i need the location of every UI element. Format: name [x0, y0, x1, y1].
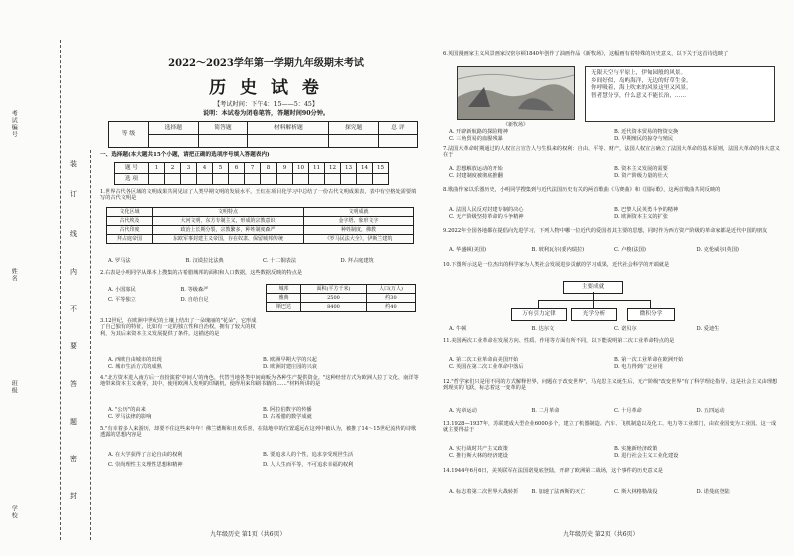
pop-cell: 约30 [366, 294, 415, 303]
pop-header: 面积(平方千米) [300, 285, 366, 294]
seal-word: 封 [70, 492, 77, 500]
seal-word: 装 [70, 160, 77, 168]
seal-word: 答 [70, 380, 77, 388]
civilization-table [106, 207, 414, 244]
score-cell [329, 135, 379, 148]
q12-options [449, 408, 779, 414]
poem-line: 无限天空与平原上，伊甸园般的风景。 [591, 70, 687, 76]
option[interactable]: D. 人人生而平等，不可追求幸福的权利 [263, 462, 354, 469]
answer-cell[interactable] [293, 174, 309, 185]
option[interactable]: D. 拜占庭建筑 [340, 258, 374, 264]
option[interactable]: B. 资本主义发展的需要 [614, 166, 668, 172]
painting-caption: 《新牧场》 [503, 122, 529, 128]
option[interactable]: C. 推行斯大林的经济建设 [449, 453, 508, 460]
option[interactable]: A. 牛顿 [449, 326, 467, 332]
question-number: 15 [373, 163, 389, 174]
option[interactable]: B. 二月革命 [531, 408, 560, 414]
answer-table [114, 162, 389, 185]
option[interactable]: A. 标志着第二次世界大战转折 [449, 489, 519, 495]
option[interactable]: A. 第二次工业革命由美国开始 [449, 357, 519, 363]
option[interactable]: C. 十月革命 [614, 408, 642, 414]
option[interactable]: C. 十二铜表法 [263, 258, 297, 264]
q10-options [449, 326, 779, 332]
option[interactable]: B. 欧洲早期大学的兴起 [263, 357, 317, 363]
question-number: 9 [277, 163, 293, 174]
civ-cell: 古代印度 [107, 226, 153, 235]
answer-cell[interactable] [165, 174, 181, 185]
flow-top: 主要成就 [563, 281, 623, 294]
answer-cell[interactable] [277, 174, 293, 185]
question-11: 11.美国两次工业革命在发展方向、性质、作用等方面有所不同，以下能说明第二次工业革命特点的是 [443, 338, 675, 344]
score-header: 选择题 [149, 122, 199, 135]
question-number: 13 [341, 163, 357, 174]
flow-item: 万有引力定律 [511, 308, 567, 321]
school-label: 学校 [10, 505, 18, 519]
flow-item: 微积分学 [627, 308, 675, 321]
flow-connector [593, 300, 594, 308]
civ-cell: 《罗马民法大全》，伊斯兰建筑 [304, 235, 414, 244]
option[interactable]: D. 欧洲封建庄园的兴衰 [263, 364, 317, 371]
exam-number-label: 考试编号 [10, 110, 18, 138]
question-2: 2.右表是小明同学从课本上搜集的古希腊城邦的面积和人口数据，这些数据反映的特点是 [100, 270, 303, 276]
option[interactable]: B. 阿拉伯数字的传播 [263, 407, 312, 413]
q8-options [449, 207, 779, 220]
answer-cell[interactable] [149, 174, 165, 185]
option[interactable]: A. 华盛顿(美国) [449, 247, 487, 253]
right-page [443, 0, 785, 556]
option[interactable]: C. 三角贸易的血腥残暴 [449, 136, 503, 143]
class-label: 班级 [10, 380, 18, 394]
option[interactable]: D. 进行社会主义工业化建设 [614, 453, 679, 460]
question-number: 11 [309, 163, 325, 174]
option[interactable]: C. 罗马法律的影响 [108, 414, 152, 421]
flow-connector [593, 292, 594, 300]
option[interactable]: B. 等级森严 [180, 287, 209, 293]
question-number: 3 [181, 163, 197, 174]
question-number: 12 [325, 163, 341, 174]
subject-title: 历 史 试 卷 [209, 78, 323, 98]
poem-line: 乡间好似，岛屿海洋，无边的好草生金。 [591, 77, 692, 84]
q6-options [449, 129, 779, 142]
question-number: 10 [293, 163, 309, 174]
answer-cell[interactable] [181, 174, 197, 185]
option[interactable]: D. 诺曼底登陆 [696, 489, 730, 495]
score-cell [378, 135, 417, 148]
question-10: 10.下图所示这是一位杰出的科学家为人类社会发展进步贡献的学习成果，近代社会科学的开端就是 [443, 262, 670, 268]
score-cell [149, 135, 199, 148]
option[interactable]: B. 实施新经济政策 [614, 446, 658, 452]
q5-options [108, 452, 418, 468]
option[interactable]: A. 在大学获得了言论自由的权利 [108, 452, 183, 458]
question-number: 1 [149, 163, 165, 174]
pop-cell: 雅典 [267, 294, 301, 303]
flow-connector [538, 300, 650, 301]
option[interactable]: A. 小国寡民 [108, 287, 136, 293]
option[interactable]: B. 达尔文 [531, 326, 555, 332]
option[interactable]: A. 西欧自由城市的出现 [108, 357, 162, 363]
painting-sketch [458, 67, 574, 119]
exam-title: 2022～2023学年第一学期九年级期末考试 [168, 58, 364, 69]
q3-options [108, 357, 418, 370]
option[interactable]: C. 崇尚理性主义理性思想和精神 [108, 462, 183, 469]
q9-options [449, 247, 779, 253]
seal-word: 订 [70, 190, 77, 198]
answer-cell[interactable] [325, 174, 341, 185]
question-number: 8 [261, 163, 277, 174]
option[interactable]: A. 宪章运动 [449, 408, 477, 414]
q1-options [108, 258, 418, 264]
section1-heading: 一、选择题(本大题共15个小题，请把正确的选项序号填入答题表内) [100, 152, 270, 158]
page-footer: 九年级历史 第2页（共6页） [563, 531, 639, 538]
question-number: 4 [197, 163, 213, 174]
flow-item: 光学分析 [571, 308, 617, 321]
option[interactable]: D. 五四运动 [696, 408, 725, 414]
page-footer: 九年级历史 第1页（共6页） [210, 531, 286, 538]
question-number: 7 [245, 163, 261, 174]
pop-cell: 斯巴达 [267, 303, 301, 312]
cut-line [60, 40, 61, 540]
left-page [100, 0, 430, 556]
answer-cell[interactable] [229, 174, 245, 185]
score-header: 简答题 [198, 122, 248, 135]
option[interactable]: A. 开辟新航路的探险精神 [449, 129, 508, 135]
question-14: 14.1944年6月6日，美英联军在法国诺曼底登陆，开辟了欧洲第二战场，这个事件的历史意义是 [443, 468, 663, 474]
question-5: 5."有幸着多人来游历，却要不住这些来年年！佛兰德斯和且欢乐喜，在陆地中的位置遥远在这列中被认为，被推了14～15世纪流传的诗歌透露的思想内容是 [100, 426, 417, 439]
q14-options [449, 489, 779, 495]
option[interactable]: C. 诺贝尔 [614, 326, 637, 332]
question-9: 9.2022年全国各地都在提倡向先进学习，下列人物中哪一位近代的爱国者其主要的思想，同时作为西方资产阶级的革命家都是近代中国的朋友 [443, 228, 768, 234]
question-number: 14 [357, 163, 373, 174]
civ-header: 文明成就 [304, 208, 414, 217]
answer-cell[interactable] [213, 174, 229, 185]
option[interactable]: A. 罗马法 [108, 258, 131, 264]
flow-connector [538, 300, 539, 308]
name-label: 姓名 [10, 268, 18, 282]
question-1: 1.世界古代各区域的文明成果共同见证了人类早期文明的发展水平。王红在项目化学习中总结了一份古代文明成果表，表中有空格处需要填写的古代文明是 [100, 189, 417, 202]
option[interactable]: B. 要追求人的个性，追求享受现世生活 [263, 452, 354, 458]
option[interactable]: D. 自给自足 [180, 297, 209, 304]
answer-cell[interactable] [261, 174, 277, 185]
seal-word: 内 [70, 268, 77, 276]
option[interactable]: A. 实行战时共产主义政策 [449, 446, 508, 452]
civ-cell: 金字塔、象形文字 [304, 217, 414, 226]
option[interactable]: C. 平等独立 [108, 297, 136, 304]
seal-word: 题 [70, 418, 77, 426]
seal-word: 线 [70, 230, 77, 238]
seal-word: 密 [70, 455, 77, 463]
poem-box [585, 66, 775, 122]
option[interactable]: B. 玻利瓦尔(委内瑞拉) [531, 247, 585, 253]
question-8: 8.歌曲作家以乐器历史，小明同学搜集到与近代法国历史有关的两首歌曲《马赛曲》和《国际歌》，这两首歌曲共同反映的 [443, 187, 721, 193]
civ-header: 文化区域 [107, 208, 153, 217]
score-table [108, 121, 418, 148]
option[interactable]: B. 汉谟拉比法典 [185, 258, 224, 264]
score-cell [248, 135, 329, 148]
option[interactable]: B. 第一次工业革命在欧洲开始 [614, 357, 684, 363]
seal-line [90, 150, 91, 540]
poem-line: 智者慧分享，什么意义不能长治，…… [591, 92, 687, 99]
option[interactable]: B. 加速了法西斯的灭亡 [531, 489, 586, 495]
answer-cell[interactable] [309, 174, 325, 185]
poem-line: 你呼吸着，海上吹来的风景这里又风景。 [591, 85, 692, 92]
score-header: 总 评 [378, 122, 417, 135]
question-13: 13.1928—1937年，苏联建成大型企业6000多个，建立了机器制造、汽车、飞机制造以及化工、电力等工业部门，由农业国变为工业国。这一成就主要得益于 [443, 421, 777, 434]
option[interactable]: C. 封建制度被彻底推翻 [449, 173, 503, 180]
option[interactable]: D. 电力得到广泛应用 [614, 364, 663, 371]
answer-cell[interactable] [341, 174, 357, 185]
seal-word: 要 [70, 342, 77, 350]
option[interactable]: D. 欧洲资本主义的扩张 [614, 214, 668, 221]
score-row-label: 等 级 [109, 122, 149, 148]
civ-header: 文明特点 [153, 208, 304, 217]
answer-cell[interactable] [373, 174, 389, 185]
option[interactable]: B. 巴黎人民英勇斗争的精神 [614, 207, 679, 213]
option[interactable]: D. 资产阶级力量的壮大 [614, 173, 668, 180]
option[interactable]: C. 卢梭(法国) [614, 247, 646, 253]
answer-cell[interactable] [197, 174, 213, 185]
option[interactable]: C. 斯大林格勒战役 [614, 489, 658, 495]
civ-cell: 种姓制度，佛教 [304, 226, 414, 235]
question-number: 6 [229, 163, 245, 174]
option[interactable]: A. 法国人民反对封建专制的决心 [449, 207, 524, 213]
binding-margin [0, 0, 77, 556]
question-3: 3.12世纪，在欧洲中世纪的土壤上结出了一朵瑰丽的"花朵"，它形成了自己独有的特征，比如有一定的独立性和自治权，拥有了较大的权利，为其后来资本主义发展提供了条件。这描述的是 [100, 318, 257, 337]
flow-connector [650, 300, 651, 308]
option[interactable]: A. "公历"的由来 [108, 407, 146, 413]
seal-word: 不 [70, 305, 77, 313]
answer-row-label: 题 号 [115, 163, 149, 174]
answer-cell[interactable] [357, 174, 373, 185]
question-4: 4."北方资本进入南方后一直扮演着'中间人'的角色，代替当地各类中间商贩为各种生产提供资金。"这种经营方式为欧洲人拉丁文化、南洋等地带来资本主义萌芽，其中，使用欧洲人发明的印刷机，使得用来印刷书籍的……"材料所讲的是 [100, 375, 419, 388]
pop-cell: 8400 [300, 303, 366, 312]
civ-cell: 大河文明，东方专制主义，形成的宗教意识 [153, 217, 304, 226]
city-state-table [266, 284, 416, 312]
score-cell [198, 135, 248, 148]
civ-cell: 政治上长期分裂，宗教繁多，种姓制度森严 [153, 226, 304, 235]
question-6: 6.英国漫画家主义风景画家汉密尔顿1840年创作了油画作品《新牧场》，这幅画有着特殊的历史意义，以下关于这首诗选映了 [443, 51, 729, 57]
civ-cell: 古代埃及 [107, 217, 153, 226]
civ-cell: 东欧军事封建主义帝国，存在奴隶、保留城邦传统 [153, 235, 304, 244]
question-number: 5 [213, 163, 229, 174]
instructions: 说明：本试卷为闭卷笔答，答题时间90分钟。 [202, 110, 330, 117]
pop-header: 城邦 [267, 285, 301, 294]
answer-cell[interactable] [245, 174, 261, 185]
option[interactable]: C. 英国在第二次工业革命中落后 [449, 364, 524, 371]
option[interactable]: A. 思想解放运动的开始 [449, 166, 503, 172]
option[interactable]: D. 爱迪生 [696, 326, 720, 332]
q2-options [108, 287, 253, 303]
answer-row-label: 选 项 [115, 174, 149, 185]
pop-cell: 2500 [300, 294, 366, 303]
option[interactable]: C. 城市生活方式的成熟 [108, 364, 162, 371]
option[interactable]: B. 近代资本贸易的物资交换 [614, 129, 679, 135]
q7-options [449, 166, 779, 179]
q11-options [449, 357, 779, 370]
question-number: 2 [165, 163, 181, 174]
civ-cell: 拜占庭帝国 [107, 235, 153, 244]
q13-options [449, 446, 779, 459]
question-7: 7.法国大革命时期通过的人权宣言宣告人与生俱来的权利：自由、平等、财产，法国人权宣言确立了法国大革命的基本原则，法国大革命的伟大意义在于 [443, 146, 780, 159]
option[interactable]: C. 无产阶级坚持革命的斗争精神 [449, 214, 524, 221]
pop-cell: 约40 [366, 303, 415, 312]
option[interactable]: D. 克伦威尔(英国) [696, 247, 739, 253]
option[interactable]: D. 古希腊的数学成就 [263, 414, 312, 421]
option[interactable]: D. 早期殖民的掠夺与殖民 [614, 136, 674, 143]
score-header: 探究题 [329, 122, 379, 135]
question-12: 12."哲学家们只是用不同的方式解释世界，问题在于改变世界"，马克思主义诞生后，无产阶级"改变世界"有了科学理论指导，这是社会主义由理想到现实的飞跃，标志着这一变革的是 [443, 379, 778, 392]
painting-image [457, 66, 575, 120]
exam-time: 【考试时间：下午4：15——5：45】 [213, 101, 319, 108]
pop-header: 人口(万人) [366, 285, 415, 294]
score-header: 材料解析题 [248, 122, 329, 135]
q4-options [108, 407, 418, 420]
